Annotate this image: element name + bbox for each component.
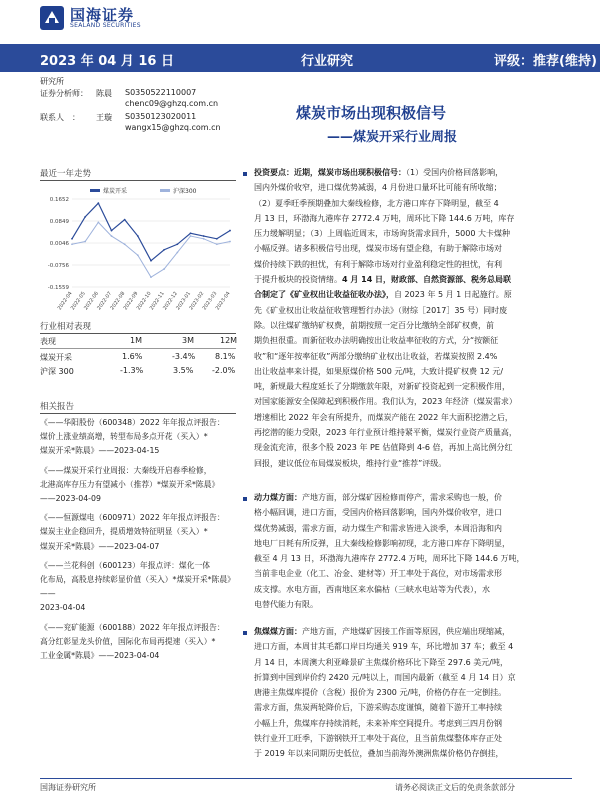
data-point <box>137 254 139 256</box>
series-line-coal <box>72 203 230 261</box>
y-tick-label: 0.0849 <box>49 219 69 226</box>
perf-row-12m: -2.0% <box>212 366 236 375</box>
data-point <box>176 252 178 254</box>
x-tick-label: 2022-10 <box>135 290 153 312</box>
performance-header-divider <box>40 348 236 349</box>
legend-label-coal: 煤炭开采 <box>103 188 128 195</box>
trend-divider <box>40 180 236 181</box>
perf-row-3m: -3.4% <box>172 352 196 361</box>
contact-name: 王璇 <box>96 113 112 122</box>
data-point <box>84 241 86 243</box>
table-row <box>40 352 236 366</box>
trend-chart <box>38 183 236 318</box>
list-item[interactable]: 《——华阳股份（600348）2022 年年报点评报告： 煤价上涨业绩高增，转型布局多点开花（买入）* 煤炭开采*陈晨》——2023-04-15 <box>40 418 225 456</box>
perf-row-12m: 8.1% <box>215 352 236 361</box>
company-logo <box>40 4 188 32</box>
x-tick-label: 2023-04 <box>214 290 232 312</box>
report-subtitle: ——煤炭开采行业周报 <box>327 130 458 145</box>
para-title: 动力煤方面： <box>254 493 302 502</box>
data-point <box>124 243 126 245</box>
para-title: 焦煤煤方面： <box>254 627 302 636</box>
x-tick-label: 2022-04 <box>56 290 74 312</box>
data-point <box>190 235 192 237</box>
x-tick-label: 2022-09 <box>122 290 140 312</box>
analyst-name: 陈晨 <box>96 89 112 98</box>
analyst-id: S0350522110007 <box>125 88 197 97</box>
data-point <box>163 268 165 270</box>
legend-label-hs300: 沪深300 <box>173 188 197 195</box>
analyst-email[interactable]: chenc09@ghzq.com.cn <box>125 99 219 108</box>
footer-right: 请务必阅读正文后的免责条款部分 <box>395 783 515 792</box>
data-point <box>229 230 231 232</box>
data-point <box>84 216 86 218</box>
investment-highlights: 投资要点：近期，煤炭市场出现积极信号：（1）受国内价格回落影响， 国内外煤价收窄，进口煤优势减弱，4 月份进口量环比可能有所收缩； （2）夏季旺季预期叠加大秦线检修，北方港口库存下降明显，截至 4 月 13 日，环渤海九港库存 2772.4 万吨，周环比下降 144.6 万吨，库存 压力缓解明显；（3）上周临近周末，市场询货需求回升，5000 大卡煤种 小幅反弹。诸多积极信号出现，煤炭市场有望企稳，有助于解除市场对 煤价持续下跌的担忧，有利于解除市场对行业盈利稳定性的担忧，有利 于提升板块的投资情绪。4 月 14 日，财政部、自然资源部、税务总局联 合制定了《矿业权出让收益征收办法》，自 2023 年 5 月 1 日起施行。原 先《矿业权出让收益征收管理暂行办法》（财综［2017］35 号）同时废 除。以往煤矿缴纳矿权费，前期按照一定百分比缴纳全部矿权费，前 期负担很重。而新征收办法明确按出让收益率征收的方式，分“按额征 收”和“逐年按率征收”两部分缴纳矿业权出让收益，若煤炭按照 2.4% 出让收益率来计提，如果原煤价格 500 元/吨，大致计提矿权费 12 元/ 吨，新规最大程度延长了分期缴款年限，对新矿投资起到一定积极作用， 对国家能源安全保障起到积极作用。我们认为，2023 年经济（煤炭需求） 增速相比 2022 年会有所提升，而煤炭产能在 2022 年大面积挖潜之后， 再挖潜的能力受限，2023 年行业预计维持紧平衡，煤炭行业资产质量高， 现金流充沛，很多个股 2023 年 PE 估值降到 4-6 倍，再加上高比例分红 回报，建议低位布局煤炭板块，维持行业“推荐”评级。 <box>254 168 517 468</box>
perf-row-3m: 3.5% <box>173 366 194 375</box>
perf-row-name: 煤炭开采 <box>40 353 72 362</box>
data-point <box>97 221 99 223</box>
data-point <box>111 230 113 232</box>
bullet-icon <box>243 497 247 501</box>
bullet-icon <box>243 631 247 635</box>
x-tick-label: 2022-11 <box>148 290 166 312</box>
data-point <box>229 241 231 243</box>
trend-heading: 最近一年走势 <box>40 169 92 179</box>
y-tick-label: 0.1652 <box>49 197 69 203</box>
contact-id: S0350123020011 <box>125 112 197 121</box>
data-point <box>203 238 205 240</box>
list-item[interactable]: 《——恒源煤电（600971）2022 年年报点评报告： 煤炭主业企稳回升，提质增效特征明显（买入）* 煤炭开采*陈晨》——2023-04-07 <box>40 513 225 551</box>
perf-col-name: 表现 <box>40 337 56 346</box>
data-point <box>190 232 192 234</box>
x-tick-label: 2022-08 <box>109 290 127 312</box>
x-tick-label: 2023-03 <box>201 290 219 312</box>
list-item[interactable]: 《——煤炭开采行业周报：大秦线开启春季检修， 北港高库存压力有望减小（推荐）*煤炭开采*陈晨》 ——2023-04-09 <box>40 465 220 504</box>
x-tick-label: 2022-06 <box>83 290 100 312</box>
legend-swatch-hs300 <box>160 189 170 192</box>
logo-text-cn: 国海证券 <box>70 6 135 24</box>
legend-swatch-coal <box>90 189 100 192</box>
coking-coal-section: 焦煤煤方面：产地方面，产地煤矿因接工作面等原因，供应端出现缩减， 进口方面，本周甘其毛都口岸日均通关 919 车，环比增加 37 车；截至 4 月 14 日，本周澳大利亚峰景矿主焦煤价格环比下降至 297.6 美元/吨， 折算到中国到岸价约 2420 元/吨以上，而国内最新（截至 4 月 14 日）京 唐港主焦煤库提价（含税）报价为 2300 元/吨，价格仍存在一定倒挂。 需求方面，焦炭两轮降价后，下游采购态度谨慎，随着下游开工率持续 小幅上升，焦煤库存持续消耗，未来补库空间提升。考虑到三四月份钢 铁行业开工旺季，下游钢铁开工率处于高位，且当前焦煤整体库存正处 于 2019 年以来同期历史低位，叠加当前海外澳洲焦煤价格仍存倒挂， <box>254 627 516 759</box>
data-point <box>150 276 152 278</box>
list-item[interactable]: 《——兰花科创（600123）年报点评：煤化一体 化布局，高股息持续彰显价值（买入）*煤炭开采*陈晨》—— 2023-04-04 <box>40 560 235 613</box>
data-point <box>111 235 113 237</box>
contact-role: 联系人 ： <box>40 113 80 122</box>
data-point <box>150 260 152 262</box>
analyst-role: 证券分析师： <box>40 89 88 98</box>
perf-col-1m: 1M <box>130 336 142 345</box>
report-title: 煤炭市场出现积极信号 <box>296 104 447 122</box>
data-point <box>216 243 218 245</box>
perf-row-1m: 1.6% <box>122 352 143 361</box>
related-list <box>40 416 240 663</box>
list-item[interactable]: 《——兖矿能源（600188）2022 年年报点评报告： 高分红彰显龙头价值，国际化布局再提速（买入）* 工业金属*陈晨》——2023-04-04 <box>40 622 225 661</box>
footer-left: 国海证券研究所 <box>40 783 96 792</box>
data-point <box>216 238 218 240</box>
data-point <box>203 235 205 237</box>
y-tick-label: 0.0046 <box>49 241 69 248</box>
perf-col-3m: 3M <box>182 336 194 345</box>
rating: 评级：推荐(维持) <box>494 54 597 69</box>
perf-col-12m: 12M <box>220 336 238 345</box>
institute-label: 研究所 <box>40 77 64 86</box>
header-banner <box>0 44 600 72</box>
footer-divider <box>40 778 572 779</box>
series-line-hs300 <box>72 222 230 277</box>
report-type: 行业研究 <box>301 54 354 69</box>
logo-text-en: SEALAND SECURITIES <box>70 22 141 29</box>
logo-mark-icon <box>40 6 64 30</box>
perf-row-1m: -1.3% <box>120 366 144 375</box>
x-tick-label: 2023-02 <box>188 290 206 312</box>
x-tick-label: 2023-01 <box>175 290 193 312</box>
data-point <box>71 243 73 245</box>
performance-divider <box>40 333 236 334</box>
x-tick-label: 2022-12 <box>162 290 179 312</box>
data-point <box>176 243 178 245</box>
para-title: 投资要点：近期，煤炭市场出现积极信号： <box>254 168 406 177</box>
related-heading: 相关报告 <box>40 402 75 412</box>
related-divider <box>40 413 236 414</box>
y-tick-label: -0.0756 <box>47 262 69 269</box>
table-row <box>40 366 236 380</box>
thermal-coal-section: 动力煤方面：产地方面，部分煤矿因检修而停产，需求采购也一般，价 格小幅回调，进口方面，受国内价格回落影响，国内外煤价收窄，进口 煤优势减弱，需求方面，动力煤生产和需求皆进入淡季，本周沿海和内 地电厂日耗有所反弹，且大秦线检修影响初现，北方港口库存下降明显， 截至 4 月 13 日，环渤海九港库存 2772.4 万吨，周环比下降 144.6 万吨， 当前非电企业（化工、冶金、建材等）开工率处于高位，对市场需求形 成支撑。水电方面，西南地区来水偏枯（三峡水电站等为代表），水 电替代能力有限。 <box>254 493 525 610</box>
data-point <box>71 238 73 240</box>
report-date: 2023 年 04 月 16 日 <box>40 54 174 69</box>
data-point <box>97 202 99 204</box>
x-tick-label: 2022-05 <box>69 290 87 312</box>
data-point <box>124 219 126 221</box>
contact-email[interactable]: wangx15@ghzq.com.cn <box>125 123 221 132</box>
data-point <box>137 235 139 237</box>
x-tick-label: 2022-07 <box>96 290 114 312</box>
y-tick-label: -0.1559 <box>47 285 69 291</box>
performance-heading: 行业相对表现 <box>40 322 92 332</box>
bullet-icon <box>243 172 247 176</box>
perf-row-name: 沪深 300 <box>40 367 74 376</box>
data-point <box>163 249 165 251</box>
